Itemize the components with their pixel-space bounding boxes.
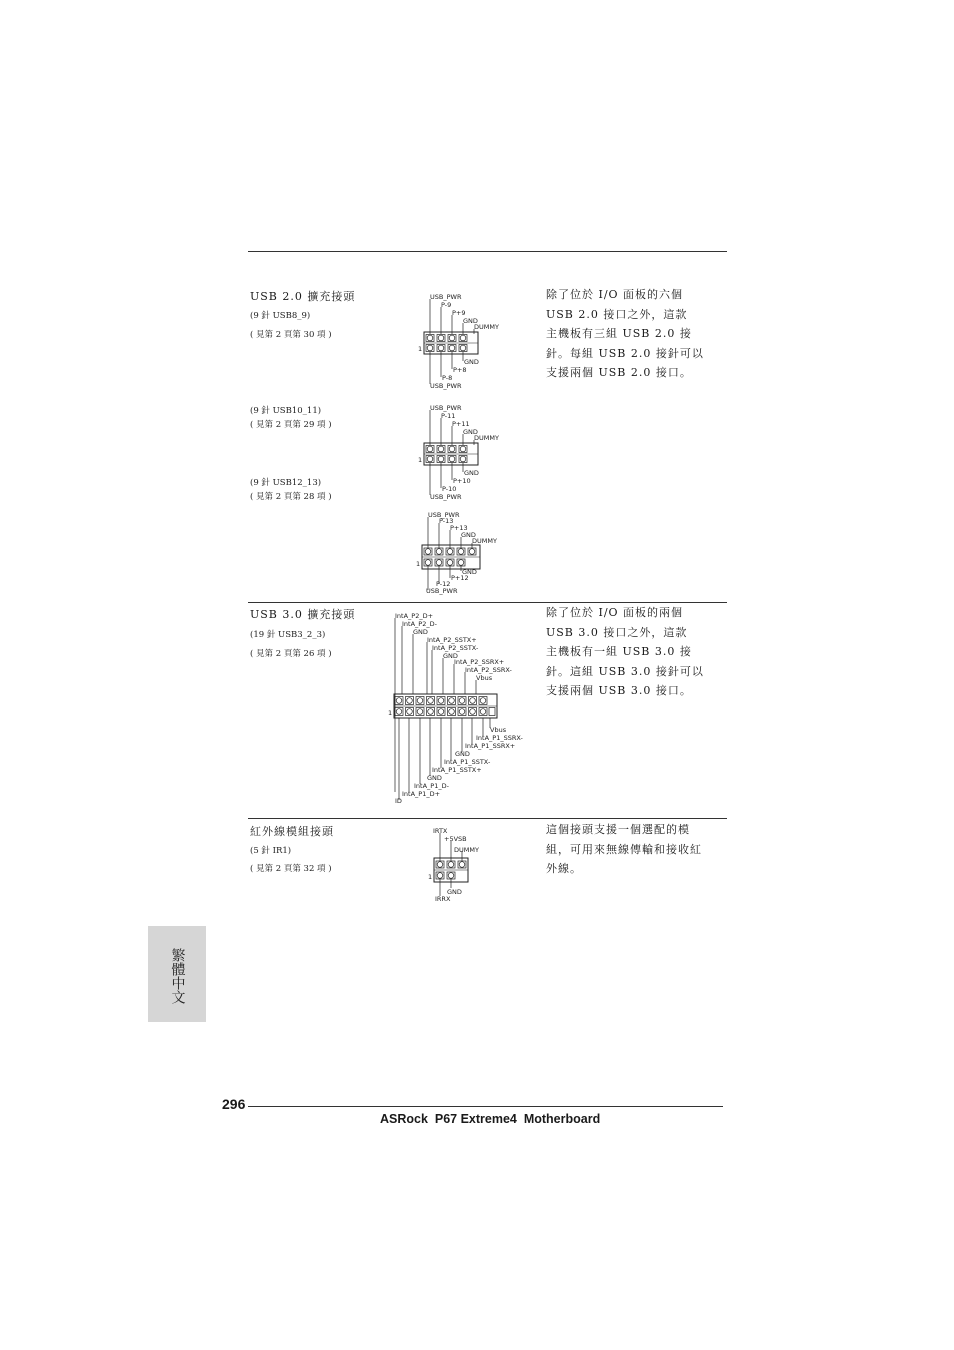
usb30-desc-line: 針。這組 USB 3.0 接針可以: [546, 664, 704, 678]
usb30-ref: ( 見第 2 頁第 26 項 ): [250, 649, 332, 659]
pin-label: DUMMY: [472, 537, 497, 545]
pin1-marker: 1: [416, 560, 421, 568]
pin-label: ID: [395, 797, 402, 805]
usb20-ref2: ( 見第 2 頁第 29 項 ): [250, 420, 332, 430]
ir-sub: (5 針 IR1): [250, 846, 292, 856]
usb30-desc-line: 支援兩個 USB 3.0 接口。: [546, 684, 692, 697]
ir-header-diagram: [426, 824, 526, 914]
pin-label: USB_PWR: [430, 404, 462, 412]
pin1-marker: 1: [388, 709, 393, 717]
usb20-description: [546, 285, 726, 383]
usb20-header-diagram-3: [414, 509, 524, 609]
pin1-marker: 1: [418, 456, 423, 464]
usb20-desc-line: USB 2.0 接口之外，這款: [546, 307, 688, 321]
pin-label: IntA_P2_SSRX-: [465, 666, 512, 674]
pin-label: P-12: [436, 580, 451, 588]
usb20-desc-line: 針。每組 USB 2.0 接針可以: [546, 346, 704, 360]
pin-label: IntA_P1_D-: [414, 782, 449, 790]
top-rule: [248, 251, 727, 252]
usb30-title: USB 3.0 擴充接頭: [250, 608, 356, 621]
usb30-desc-line: 主機板有一組 USB 3.0 接: [546, 645, 692, 658]
footer-title: ASRock P67 Extreme4 Motherboard: [380, 1112, 601, 1126]
usb20-sub1: (9 針 USB8_9): [250, 311, 311, 321]
pin-label: IntA_P1_SSTX+: [432, 766, 482, 774]
pin-label: GND: [413, 628, 428, 636]
pin-label: Vbus: [476, 674, 493, 682]
pin-label: GND: [464, 358, 479, 366]
pin-label: GND: [427, 774, 442, 782]
pin1-marker: 1: [428, 873, 433, 881]
pin-label: IntA_P2_SSTX+: [427, 636, 477, 644]
ir-title: 紅外線模組接頭: [250, 825, 334, 838]
pin-label: IntA_P2_SSTX-: [432, 644, 479, 652]
pin-label: GND: [463, 317, 478, 325]
usb30-description: [546, 603, 726, 701]
ir-desc-line: 這個接頭支援一個選配的模: [546, 823, 690, 836]
pin-label: DUMMY: [474, 323, 499, 331]
pin-label: GND: [464, 469, 479, 477]
usb30-sub: (19 針 USB3_2_3): [250, 630, 326, 640]
ir-desc-line: 組，可用來無線傳輸和接收紅: [546, 842, 702, 856]
pin-label: GND: [462, 568, 477, 576]
pin-label: USB_PWR: [430, 493, 462, 501]
pin-label: GND: [447, 888, 462, 896]
usb20-header-diagram-2: [416, 403, 526, 503]
pin-label: Vbus: [490, 726, 507, 734]
pin-label: P+9: [452, 309, 466, 317]
pin-label: P-9: [441, 301, 452, 309]
pin-label: P-8: [442, 374, 453, 382]
pin-label: GND: [463, 428, 478, 436]
pin-label: +5VSB: [444, 835, 467, 843]
pin-label: P-10: [442, 485, 457, 493]
footer-rule: [248, 1106, 723, 1107]
pin-label: P+11: [452, 420, 470, 428]
pin-label: USB_PWR: [428, 511, 460, 519]
pin-label: P+13: [450, 524, 468, 532]
pin-label: P+12: [451, 574, 469, 582]
ir-desc-line: 外線。: [546, 862, 582, 875]
pin-label: P-13: [439, 517, 454, 525]
usb20-title: USB 2.0 擴充接頭: [250, 290, 356, 303]
pin-label: P+8: [453, 366, 467, 374]
usb30-desc-line: 除了位於 I/O 面板的兩個: [546, 606, 684, 619]
pin-label: P-11: [441, 412, 456, 420]
side-tab-label: 繁體中文: [169, 948, 186, 1004]
usb20-ref3: ( 見第 2 頁第 28 項 ): [250, 492, 332, 502]
usb20-sub3: (9 針 USB12_13): [250, 478, 322, 488]
section-rule-ir: [248, 818, 727, 819]
pin1-marker: 1: [418, 345, 423, 353]
pin-label: USB_PWR: [430, 293, 462, 301]
language-side-tab: [148, 926, 206, 1022]
ir-ref: ( 見第 2 頁第 32 項 ): [250, 864, 332, 874]
usb20-ref1: ( 見第 2 頁第 30 項 ): [250, 330, 332, 340]
pin-label: DUMMY: [474, 434, 499, 442]
pin-label: P+10: [453, 477, 471, 485]
usb20-desc-line: 主機板有三組 USB 2.0 接: [546, 327, 692, 340]
pin-label: IRTX: [433, 827, 448, 835]
pin-label: IntA_P1_SSRX+: [465, 742, 516, 750]
usb20-header-diagram-1: [416, 292, 526, 392]
usb20-sub2: (9 針 USB10_11): [250, 406, 322, 416]
pin-label: IntA_P1_SSTX-: [444, 758, 491, 766]
page-number: 296: [222, 1096, 246, 1112]
pin-label: IRRX: [435, 895, 451, 903]
usb20-desc-line: 支援兩個 USB 2.0 接口。: [546, 366, 692, 379]
pin-label: DUMMY: [454, 846, 479, 854]
pin-label: IntA_P1_SSRX-: [476, 734, 523, 742]
ir-description: [546, 820, 726, 879]
pin-label: USB_PWR: [430, 382, 462, 390]
usb30-desc-line: USB 3.0 接口之外，這款: [546, 625, 688, 639]
pin-label: IntA_P1_D+: [402, 790, 441, 798]
usb20-desc-line: 除了位於 I/O 面板的六個: [546, 288, 684, 301]
pin-label: GND: [455, 750, 470, 758]
pin-label: IntA_P2_D+: [395, 612, 434, 620]
pin-label: IntA_P2_D-: [402, 620, 437, 628]
usb30-header-diagram: [386, 610, 536, 810]
pin-label: GND: [443, 652, 458, 660]
pin-label: USB_PWR: [426, 587, 458, 595]
pin-label: GND: [461, 531, 476, 539]
pin-label: IntA_P2_SSRX+: [454, 658, 505, 666]
